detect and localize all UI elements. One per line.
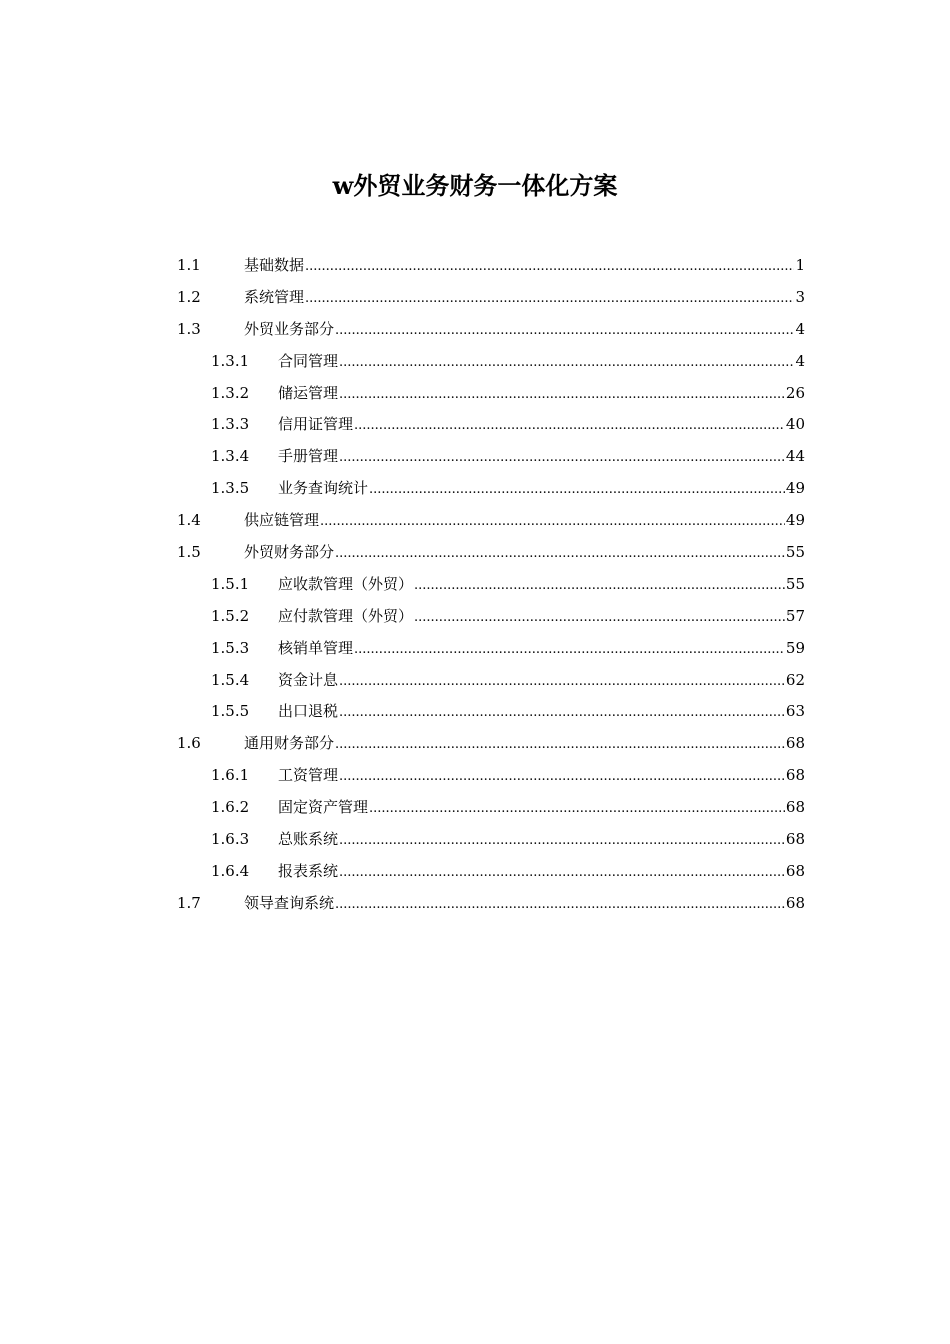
toc-entry[interactable] — [177, 346, 805, 378]
toc-entry-page: 68 — [785, 798, 805, 817]
toc-entry-page: 26 — [785, 383, 805, 402]
toc-entry[interactable] — [177, 314, 805, 346]
toc-entry-number: 1.6.3 — [211, 830, 250, 849]
toc-entry-number: 1.5.1 — [211, 574, 250, 593]
toc-entry-label: 手册管理 — [278, 447, 339, 466]
toc-entry-number: 1.3.2 — [211, 383, 250, 402]
toc-entry-label: 信用证管理 — [278, 415, 354, 434]
toc-entry-number: 1.5.3 — [211, 638, 250, 657]
toc-entry-number: 1.3.3 — [211, 415, 250, 434]
toc-entry-label: 报表系统 — [278, 861, 339, 880]
toc-entry-number: 1.6.4 — [211, 861, 250, 880]
toc-entry-label: 外贸财务部分 — [244, 543, 335, 562]
toc-entry-page: 55 — [785, 543, 805, 562]
toc-dot-leader — [369, 793, 785, 825]
toc-entry[interactable] — [177, 888, 805, 920]
toc-entry-page: 4 — [795, 319, 805, 338]
toc-entry-number: 1.6 — [177, 734, 201, 753]
toc-entry-label: 系统管理 — [244, 287, 305, 306]
toc-dot-leader — [335, 538, 785, 570]
toc-entry-label: 固定资产管理 — [278, 798, 369, 817]
toc-entry-label: 资金计息 — [278, 670, 339, 689]
toc-entry[interactable] — [177, 633, 805, 665]
toc-entry-page: 44 — [785, 447, 805, 466]
toc-dot-leader — [339, 825, 785, 857]
toc-entry-label: 合同管理 — [278, 351, 339, 370]
toc-entry-label: 总账系统 — [278, 830, 339, 849]
toc-dot-leader — [339, 666, 785, 698]
toc-entry-page: 68 — [785, 734, 805, 753]
toc-entry-label: 工资管理 — [278, 766, 339, 785]
toc-entry-page: 68 — [785, 893, 805, 912]
toc-entry[interactable] — [177, 856, 805, 888]
toc-entry-page: 63 — [785, 702, 805, 721]
toc-dot-leader — [339, 697, 785, 729]
toc-entry[interactable] — [177, 824, 805, 856]
toc-entry-number: 1.1 — [177, 256, 201, 274]
toc-entry[interactable] — [177, 696, 805, 728]
toc-entry[interactable] — [177, 728, 805, 760]
toc-entry-number: 1.5.2 — [211, 606, 250, 625]
toc-entry[interactable] — [177, 760, 805, 792]
toc-entry-number: 1.5 — [177, 543, 201, 562]
toc-entry-page: 68 — [785, 861, 805, 880]
toc-dot-leader — [339, 379, 785, 411]
toc-entry-page: 68 — [785, 830, 805, 849]
toc-dot-leader — [354, 634, 785, 666]
toc-entry-label: 领导查询系统 — [244, 893, 335, 912]
toc-entry-page: 55 — [785, 574, 805, 593]
toc-entry-number: 1.7 — [177, 893, 201, 912]
toc-dot-leader — [414, 602, 785, 634]
toc-dot-leader — [414, 570, 785, 602]
toc-entry[interactable] — [177, 792, 805, 824]
toc-dot-leader — [369, 474, 785, 506]
toc-entry-page: 3 — [795, 287, 805, 306]
toc-entry[interactable] — [177, 473, 805, 505]
toc-entry-number: 1.3.1 — [211, 351, 250, 370]
toc-entry-label: 业务查询统计 — [278, 479, 369, 498]
toc-dot-leader — [339, 442, 785, 474]
toc-entry-label: 储运管理 — [278, 383, 339, 402]
toc-entry[interactable] — [177, 505, 805, 537]
toc-entry-label: 供应链管理 — [244, 511, 320, 530]
toc-entry-label: 外贸业务部分 — [244, 319, 335, 338]
toc-dot-leader — [335, 729, 785, 761]
toc-entry[interactable] — [177, 601, 805, 633]
toc-entry[interactable] — [177, 665, 805, 697]
toc-entry-page: 62 — [785, 670, 805, 689]
toc-entry-label: 应收款管理（外贸） — [278, 574, 414, 593]
toc-dot-leader — [305, 283, 794, 315]
toc-entry-page: 1 — [795, 256, 805, 274]
table-of-contents — [177, 250, 805, 920]
toc-dot-leader — [339, 761, 785, 793]
toc-entry-number: 1.3.4 — [211, 447, 250, 466]
toc-entry-number: 1.5.4 — [211, 670, 250, 689]
toc-entry-page: 68 — [785, 766, 805, 785]
toc-entry-label: 基础数据 — [244, 256, 305, 274]
toc-entry-number: 1.6.2 — [211, 798, 250, 817]
toc-entry[interactable] — [177, 250, 805, 282]
toc-entry-page: 40 — [785, 415, 805, 434]
toc-entry-number: 1.2 — [177, 287, 201, 306]
toc-dot-leader — [305, 251, 794, 283]
toc-entry-number: 1.3 — [177, 319, 201, 338]
toc-entry[interactable] — [177, 409, 805, 441]
toc-entry-page: 49 — [785, 479, 805, 498]
toc-dot-leader — [339, 347, 794, 379]
toc-entry-page: 4 — [795, 351, 805, 370]
toc-entry-label: 核销单管理 — [278, 638, 354, 657]
toc-entry[interactable] — [177, 282, 805, 314]
toc-entry-label: 应付款管理（外贸） — [278, 606, 414, 625]
toc-entry[interactable] — [177, 537, 805, 569]
toc-entry-number: 1.4 — [177, 511, 201, 530]
document-title: w外贸业务财务一体化方案 — [332, 171, 618, 200]
toc-dot-leader — [335, 889, 785, 921]
toc-dot-leader — [335, 315, 794, 347]
toc-entry-number: 1.6.1 — [211, 766, 250, 785]
toc-entry-number: 1.3.5 — [211, 479, 250, 498]
toc-entry-page: 49 — [785, 511, 805, 530]
toc-dot-leader — [339, 857, 785, 889]
toc-entry-label: 出口退税 — [278, 702, 339, 721]
toc-entry-label: 通用财务部分 — [244, 734, 335, 753]
toc-entry[interactable] — [177, 569, 805, 601]
toc-dot-leader — [354, 410, 785, 442]
toc-entry-page: 57 — [785, 606, 805, 625]
toc-entry-number: 1.5.5 — [211, 702, 250, 721]
toc-entry[interactable] — [177, 378, 805, 410]
toc-dot-leader — [320, 506, 785, 538]
toc-entry-page: 59 — [785, 638, 805, 657]
toc-entry[interactable] — [177, 441, 805, 473]
